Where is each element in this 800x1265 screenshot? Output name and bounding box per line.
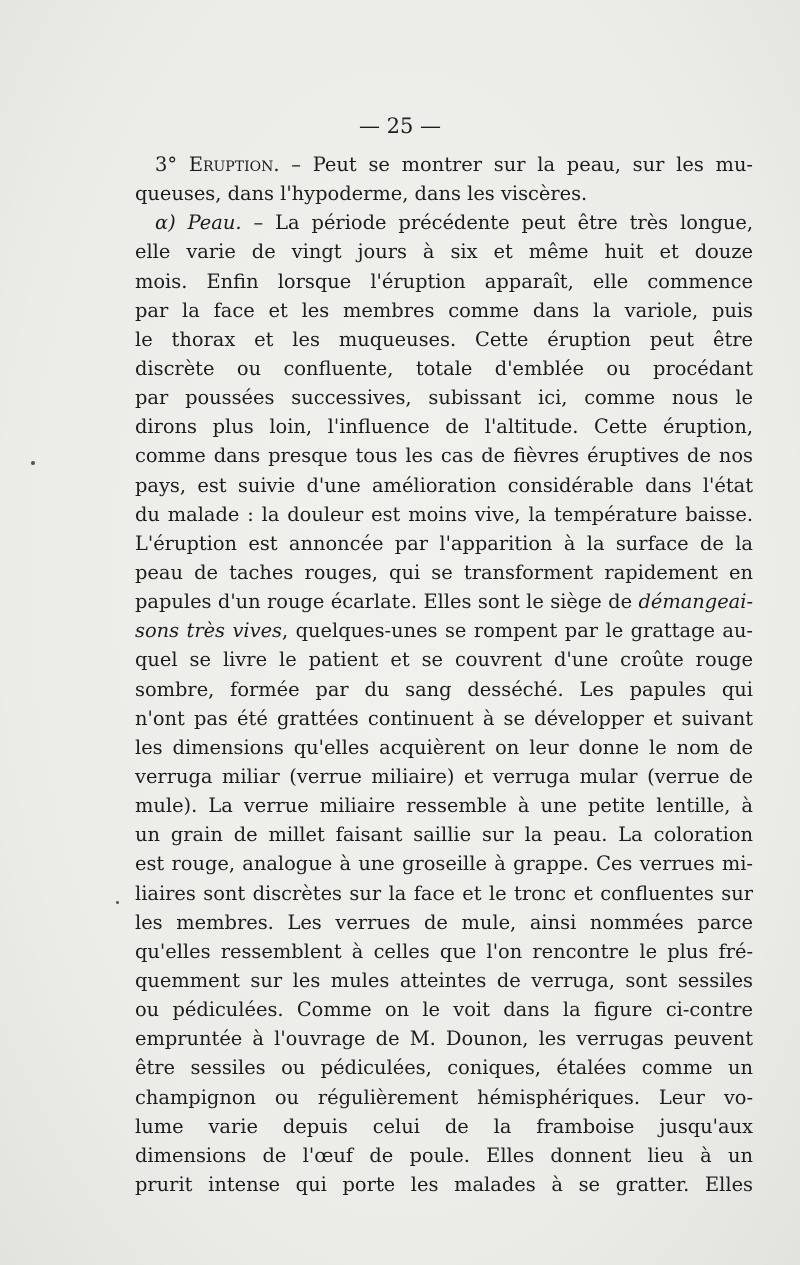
text-line xyxy=(135,267,753,296)
text-line xyxy=(135,849,753,878)
text-run: dimensions de l'œuf de poule. Elles donnent lieu à un xyxy=(135,1143,753,1167)
text-run: être sessiles ou pédiculées, coniques, étalées comme un xyxy=(135,1056,753,1080)
text-run: pays, est suivie d'une amélioration considérable dans l'état xyxy=(135,473,753,497)
text-line xyxy=(135,1053,753,1082)
text-line xyxy=(135,208,753,237)
text-line xyxy=(135,1024,753,1053)
text-run: queuses, dans l'hypoderme, dans les viscères. xyxy=(135,182,588,206)
text-run: les membres. Les verrues de mule, ainsi nommées parce xyxy=(135,910,753,934)
text-run: 3° xyxy=(155,153,189,176)
text-line xyxy=(135,1112,753,1141)
text-run: elle varie de vingt jours à six et même huit et douze xyxy=(135,240,753,264)
text-run: mule). La verrue miliaire ressemble à une petite lentille, à xyxy=(135,794,753,818)
text-line xyxy=(135,500,753,529)
italic-text: sons très vives xyxy=(135,619,283,643)
text-run: L'éruption est annoncée par l'apparition à la surface de la xyxy=(135,531,753,555)
text-run: du malade : la douleur est moins vive, la température baisse. xyxy=(135,502,753,526)
text-line xyxy=(135,762,753,791)
text-run: dirons plus loin, l'influence de l'altitude. Cette éruption, xyxy=(135,415,753,439)
print-speck xyxy=(116,901,119,904)
text-run: sombre, formée par du sang desséché. Les papules qui xyxy=(135,677,753,701)
text-line xyxy=(135,995,753,1024)
text-line xyxy=(135,733,753,762)
text-line xyxy=(135,1083,753,1112)
text-run: discrète ou confluente, totale d'emblée ou procédant xyxy=(135,356,753,380)
italic-text: démangeai- xyxy=(638,590,753,614)
text-run: peau de taches rouges, qui se transforment rapidement en xyxy=(135,560,753,584)
print-speck xyxy=(31,461,35,465)
text-run: empruntée à l'ouvrage de M. Dounon, les verrugas peuvent xyxy=(135,1027,753,1051)
text-line xyxy=(135,675,753,704)
text-line xyxy=(135,645,753,674)
text-line xyxy=(135,937,753,966)
text-run: un grain de millet faisant saillie sur la peau. La coloration xyxy=(135,823,753,847)
text-line xyxy=(135,704,753,733)
page-number: — 25 — xyxy=(358,114,442,138)
text-line xyxy=(135,150,753,179)
text-line xyxy=(135,879,753,908)
text-run: le thorax et les muqueuses. Cette éruption peut être xyxy=(135,327,753,351)
text-line xyxy=(135,1170,753,1199)
text-run: lume varie depuis celui de la framboise jusqu'aux xyxy=(135,1114,753,1138)
text-run: prurit intense qui porte les malades à se gratter. Elles xyxy=(135,1172,753,1196)
text-line xyxy=(135,587,753,616)
text-run: champignon ou régulièrement hémisphériques. Leur vo- xyxy=(135,1085,753,1109)
section-heading: Eruption. xyxy=(188,153,280,176)
text-run: par poussées successives, subissant ici, comme nous le xyxy=(135,386,753,410)
text-run: quel se livre le patient et se couvrent d'une croûte rouge xyxy=(135,648,753,672)
text-line xyxy=(135,616,753,645)
text-line xyxy=(135,1141,753,1170)
text-line xyxy=(135,179,753,208)
text-run: papules d'un rouge écarlate. Elles sont le siège de xyxy=(135,590,639,614)
body-text xyxy=(135,150,753,1199)
text-line xyxy=(135,383,753,412)
text-line xyxy=(135,441,753,470)
text-line xyxy=(135,237,753,266)
text-run: est rouge, analogue à une groseille à grappe. Ces verrues mi- xyxy=(135,852,753,876)
text-line xyxy=(135,558,753,587)
text-run: par la face et les membres comme dans la variole, puis xyxy=(135,298,753,322)
text-run: quemment sur les mules atteintes de verruga, sont sessiles xyxy=(135,968,753,992)
text-run: liaires sont discrètes sur la face et le tronc et confluentes sur xyxy=(135,881,753,905)
text-run: – La période précédente peut être très longue, xyxy=(241,211,754,235)
text-line xyxy=(135,908,753,937)
text-run: , quelques-unes se rompent par le grattage au- xyxy=(282,619,753,643)
text-line xyxy=(135,820,753,849)
text-run: mois. Enfin lorsque l'éruption apparaît, elle commence xyxy=(135,269,753,293)
text-run: les dimensions qu'elles acquièrent on leur donne le nom de xyxy=(135,735,753,759)
text-run: qu'elles ressemblent à celles que l'on rencontre le plus fré- xyxy=(135,939,753,963)
text-run: n'ont pas été grattées continuent à se développer et suivant xyxy=(135,706,753,730)
text-line xyxy=(135,412,753,441)
text-line xyxy=(135,529,753,558)
text-run: – Peut se montrer sur la peau, sur les mu- xyxy=(279,153,753,176)
text-line xyxy=(135,325,753,354)
text-line xyxy=(135,791,753,820)
text-run: verruga miliar (verrue miliaire) et verruga mular (verrue de xyxy=(135,764,753,788)
text-line xyxy=(135,471,753,500)
text-line xyxy=(135,966,753,995)
text-run: ou pédiculées. Comme on le voit dans la figure ci-contre xyxy=(135,998,753,1022)
italic-text: α) Peau. xyxy=(155,211,242,235)
text-line xyxy=(135,296,753,325)
text-line xyxy=(135,354,753,383)
text-run: comme dans presque tous les cas de fièvres éruptives de nos xyxy=(135,444,753,468)
